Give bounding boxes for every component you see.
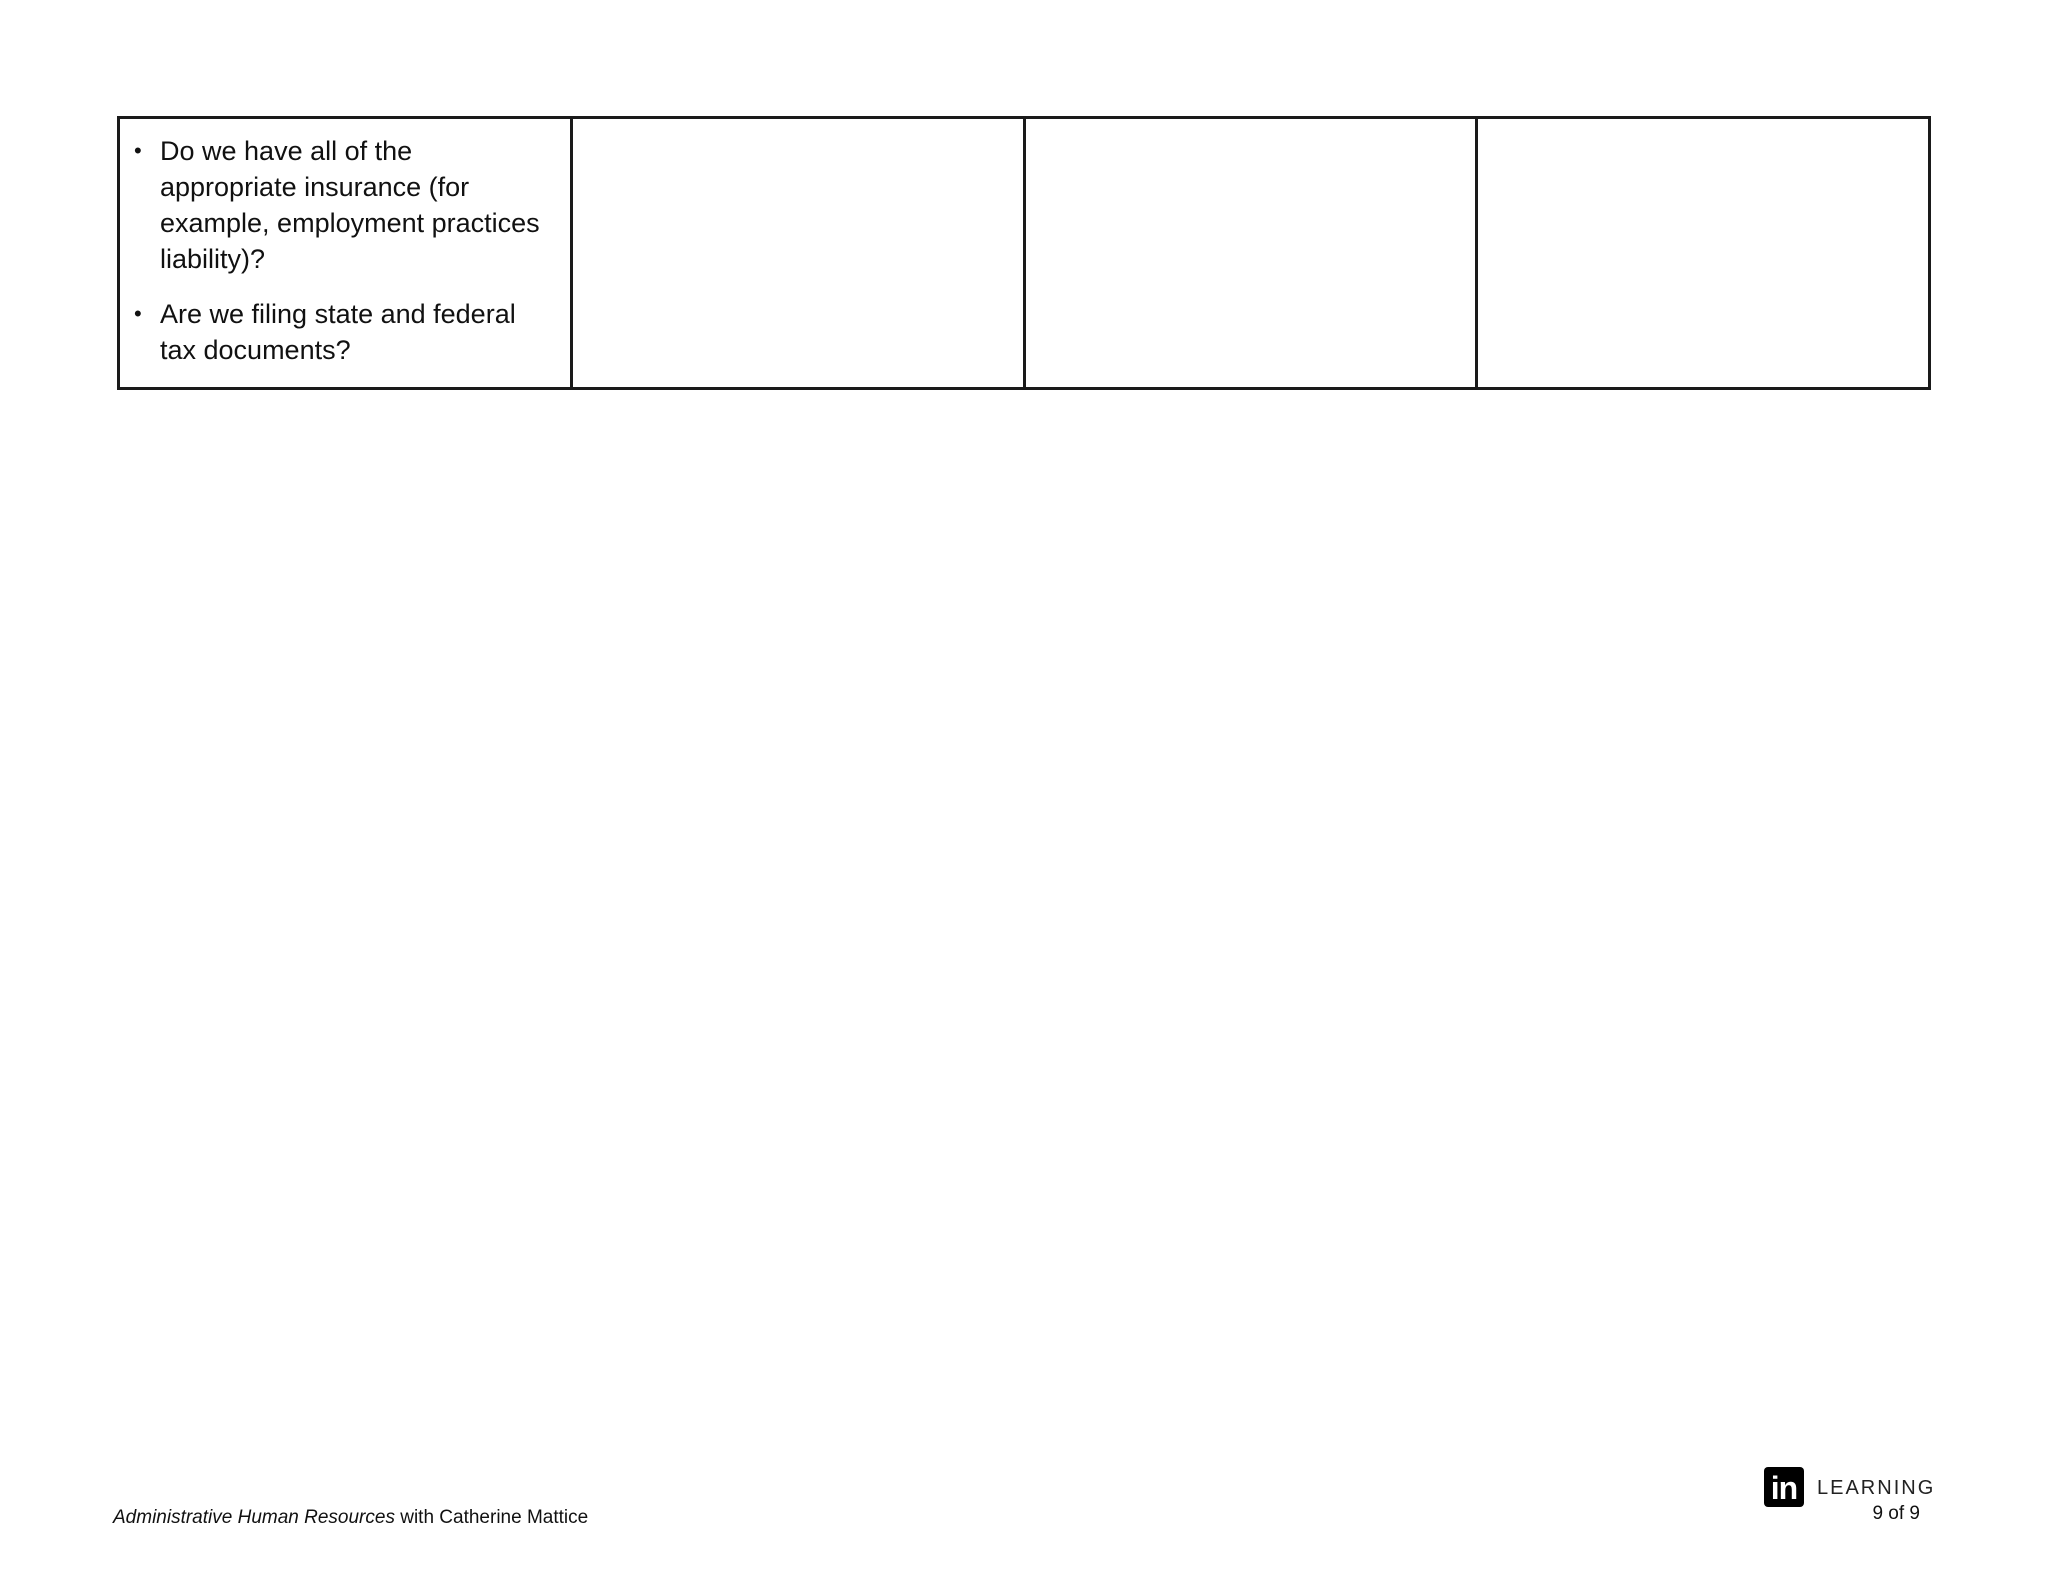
table-cell-questions [119,118,572,389]
page-number: 9 of 9 [1872,1503,1920,1524]
question-list [134,133,550,368]
linkedin-learning-brand [1764,1467,1936,1531]
question-text: Do we have all of the appropriate insurance (for example, employment practices liability)? [160,136,540,274]
bullet-icon: • [134,301,142,326]
logo-wordmark: LEARNING [1817,1477,1936,1499]
linkedin-logo-icon: in [1764,1467,1804,1507]
list-item [134,133,550,277]
bullet-icon: • [134,138,142,163]
list-item [134,296,550,368]
footer-course-credit [113,1506,588,1530]
table-cell-empty[interactable] [1024,118,1477,389]
author-text: with Catherine Mattice [394,1507,589,1528]
worksheet-table [117,116,1931,390]
question-text: Are we filing state and federal tax documents? [160,299,516,365]
table-row [119,118,1930,389]
table-cell-empty[interactable] [571,118,1024,389]
table-cell-empty[interactable] [1477,118,1930,389]
course-title: Administrative Human Resources [113,1507,395,1528]
